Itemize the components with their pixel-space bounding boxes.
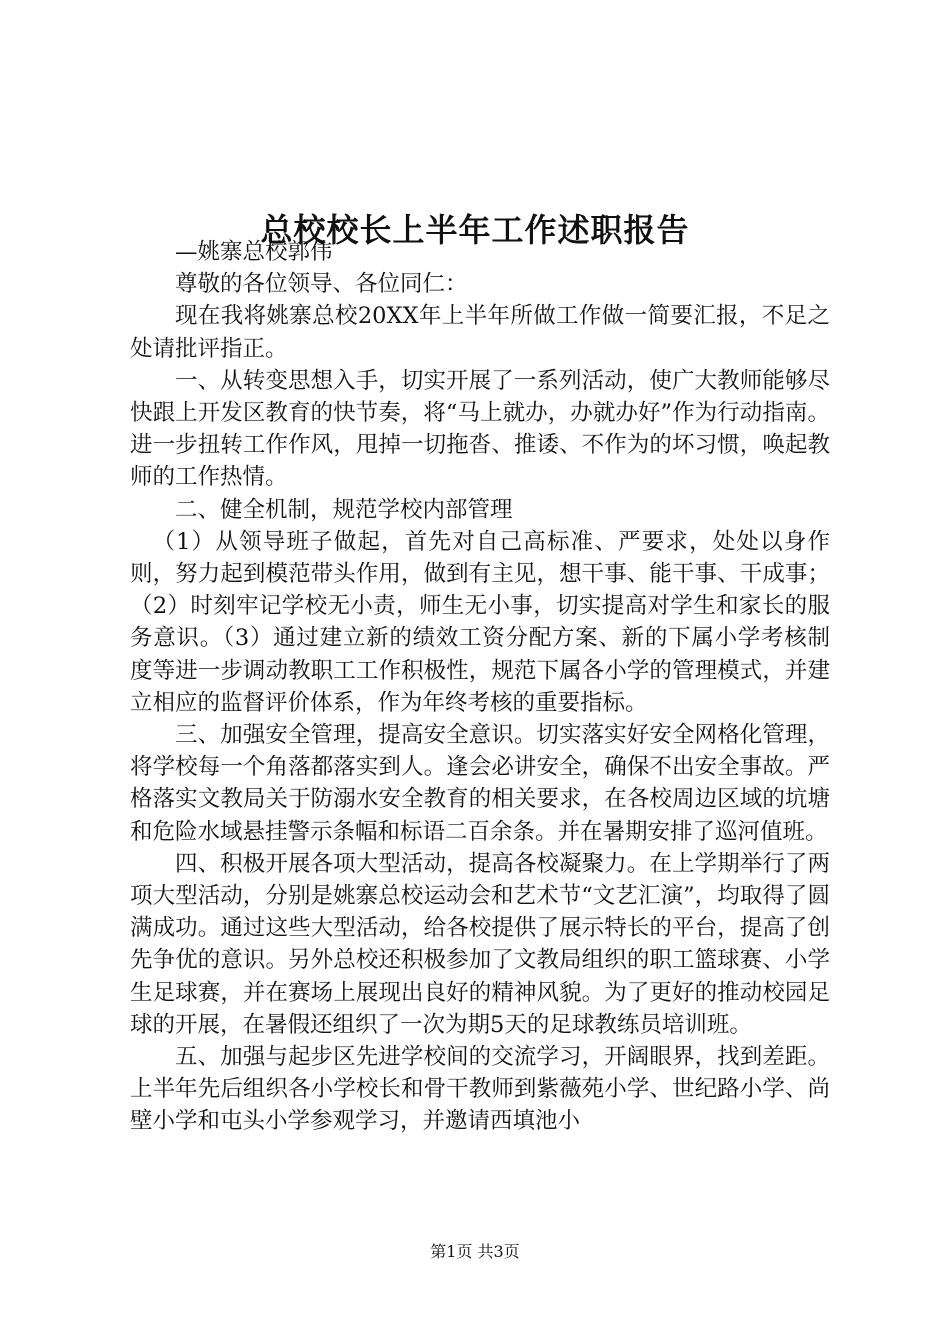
paragraph-section-2: （1）从领导班子做起，首先对自己高标准、严要求，处处以身作则，努力起到模范带头作用，做到有主见，想干事、能干事、干成事；（2）时刻牢记学校无小责，师生无小事，切实提高对学生和家长的服务意识。（3）通过建立新的绩效工资分配方案、新的下属小学考核制度等进一步调动教职工工作积极性，规范下属各小学的管理模式，并建立相应的监督评价体系，作为年终考核的重要指标。 <box>130 528 830 716</box>
document-body <box>130 236 830 1138</box>
paragraph-section-5: 五、加强与起步区先进学校间的交流学习，开阔眼界，找到差距。上半年先后组织各小学校长和骨干教师到紫薇苑小学、世纪路小学、尚壁小学和屯头小学参观学习，并邀请西填池小 <box>130 1044 830 1135</box>
paragraph-section-1: 一、从转变思想入手，切实开展了一系列活动，使广大教师能够尽快跟上开发区教育的快节奏，将“马上就办，办就办好”作为行动指南。进一步扭转工作作风，甩掉一切拖沓、推诿、不作为的坏习惯，唤起教师的工作热情。 <box>130 367 830 491</box>
paragraph-section-4: 四、积极开展各项大型活动，提高各校凝聚力。在上学期举行了两项大型活动，分别是姚寨总校运动会和艺术节“文艺汇演”，均取得了圆满成功。通过这些大型活动，给各校提供了展示特长的平台，提高了创先争优的意识。另外总校还积极参加了文教局组织的职工篮球赛、小学生足球赛，并在赛场上展现出良好的精神风貌。为了更好的推动校园足球的开展，在暑假还组织了一次为期5天的足球教练员培训班。 <box>130 850 830 1038</box>
author-line: —姚寨总校郭伟 <box>175 239 333 265</box>
heading-section-2: 二、健全机制，规范学校内部管理 <box>175 496 513 523</box>
paragraph-intro: 现在我将姚寨总校20XX年上半年所做工作做一简要汇报，不足之处请批评指正。 <box>130 303 830 362</box>
salutation: 尊敬的各位领导、各位同仁： <box>175 271 468 298</box>
page-number-footer: 第1页 共3页 <box>430 1242 520 1261</box>
document-title: 总校校长上半年工作述职报告 <box>260 211 690 250</box>
paragraph-section-3: 三、加强安全管理，提高安全意识。切实落实好安全网格化管理，将学校每一个角落都落实到人。逢会必讲安全，确保不出安全事故。严格落实文教局关于防溺水安全教育的相关要求，在各校周边区域的坑塘和危险水域悬挂警示条幅和标语二百余条。并在暑期安排了巡河值班。 <box>130 722 830 845</box>
